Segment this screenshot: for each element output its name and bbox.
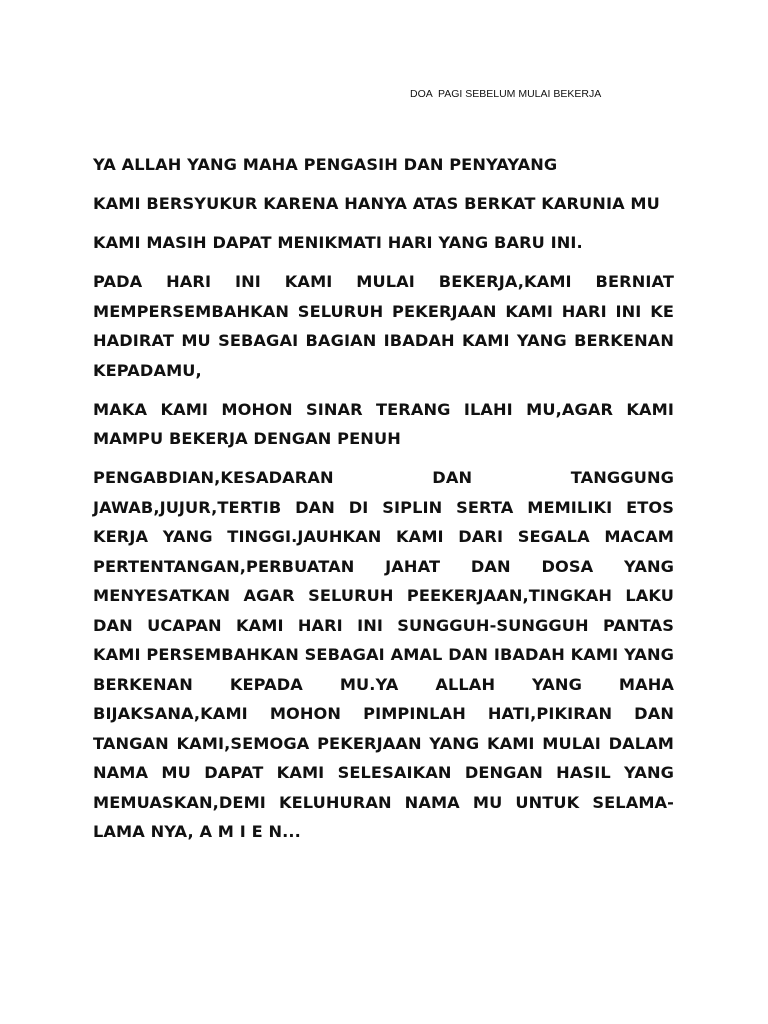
paragraph-intention: PADA HARI INI KAMI MULAI BEKERJA,KAMI BERNIAT MEMPERSEMBAHKAN SELURUH PEKERJAAN KAMI HARI INI KE HADIRAT MU SEBAGAI BAGIAN IBADAH KAMI YANG BERKENAN KEPADAMU, <box>93 272 674 380</box>
paragraph-opening: YA ALLAH YANG MAHA PENGASIH DAN PENYAYANG <box>93 155 558 174</box>
paragraph-new-day: KAMI MASIH DAPAT MENIKMATI HARI YANG BARU INI. <box>93 233 583 252</box>
paragraph-main-prayer: PENGABDIAN,KESADARAN DAN TANGGUNG JAWAB,JUJUR,TERTIB DAN DI SIPLIN SERTA MEMILIKI ETOS KERJA YANG TINGGI.JAUHKAN KAMI DARI SEGALA MACAM PERTENTANGAN,PERBUATAN JAHAT DAN DOSA YANG MENYESATKAN AGAR SELURUH PEEKERJAAN,TINGKAH LAKU DAN UCAPAN KAMI HARI INI SUNGGUH-SUNGGUH PANTAS KAMI PERSEMBAHKAN SEBAGAI AMAL DAN IBADAH KAMI YANG BERKENAN KEPADA MU.YA ALLAH YANG MAHA BIJAKSANA,KAMI MOHON PIMPINLAH HATI,PIKIRAN DAN TANGAN KAMI,SEMOGA PEKERJAAN YANG KAMI MULAI DALAM NAMA MU DAPAT KAMI SELESAIKAN DENGAN HASIL YANG MEMUASKAN,DEMI KELUHURAN NAMA MU UNTUK SELAMA-LAMA NYA, A M I E N... <box>93 468 674 841</box>
document-body <box>93 150 674 847</box>
document-title: DOA PAGI SEBELUM MULAI BEKERJA <box>410 88 602 100</box>
paragraph-request: MAKA KAMI MOHON SINAR TERANG ILAHI MU,AGAR KAMI MAMPU BEKERJA DENGAN PENUH <box>93 399 674 448</box>
paragraph-gratitude: KAMI BERSYUKUR KARENA HANYA ATAS BERKAT KARUNIA MU <box>93 194 660 213</box>
